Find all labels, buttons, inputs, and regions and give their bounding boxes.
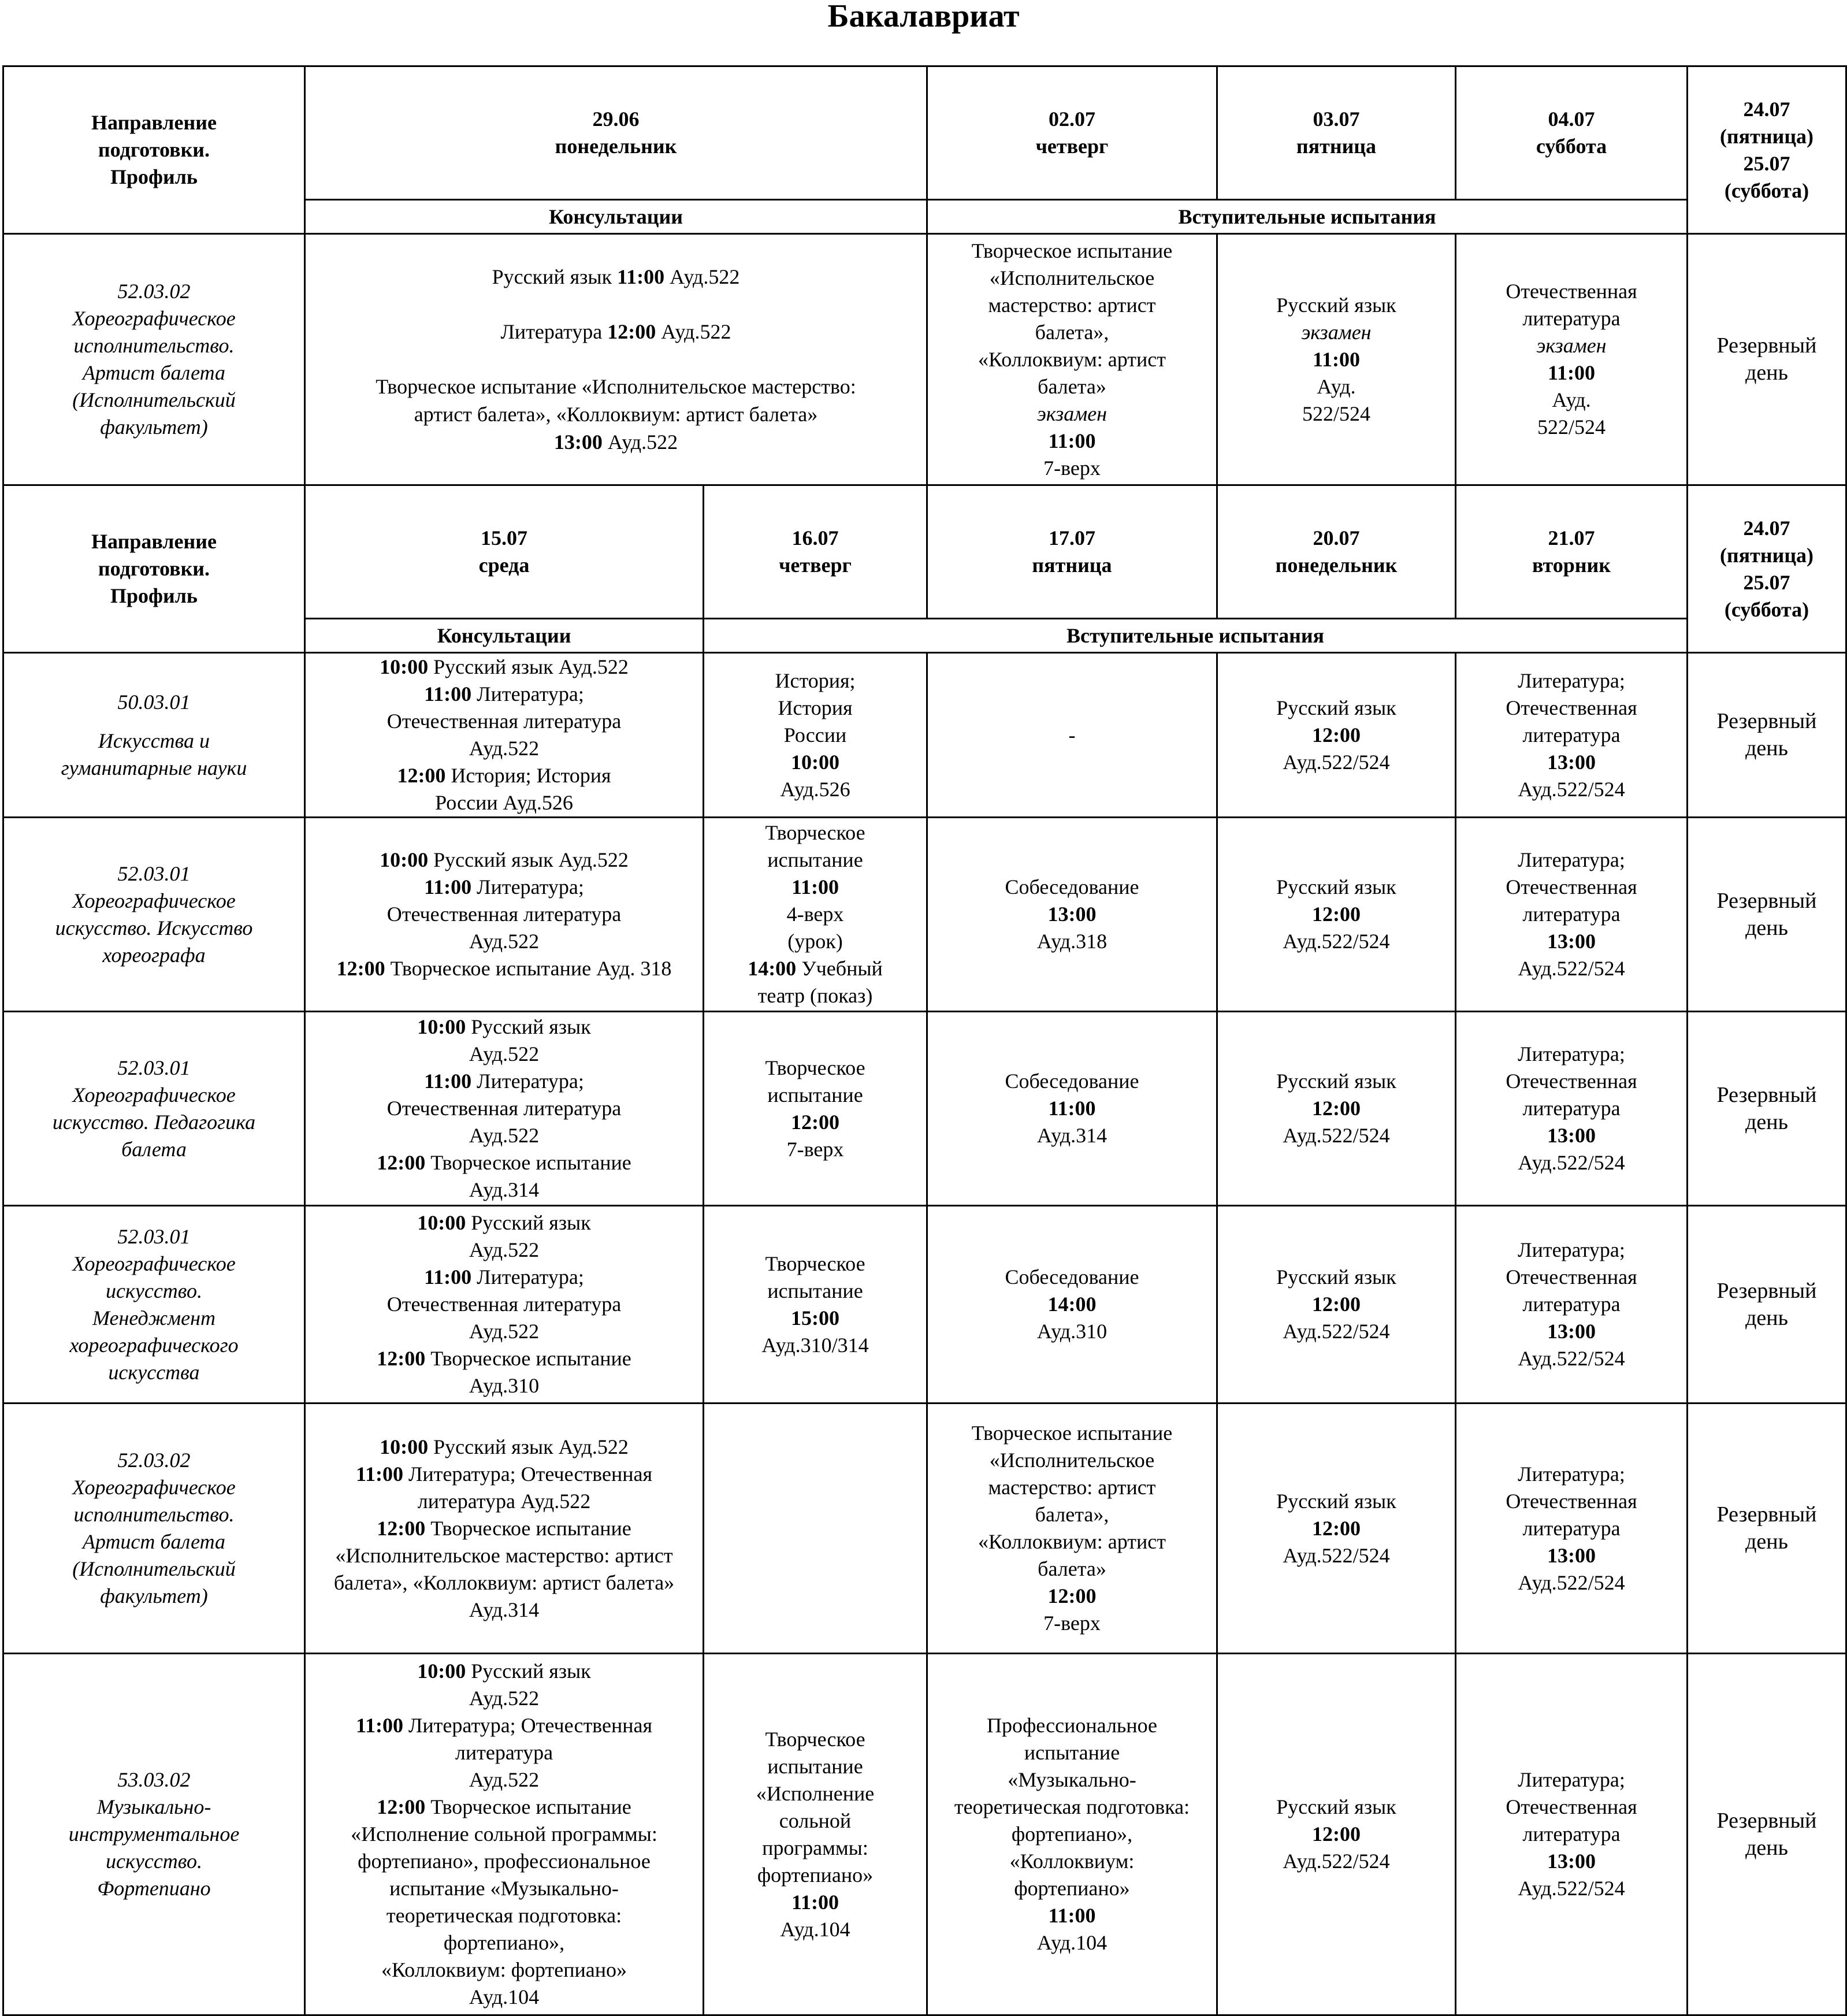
exam-cell: Творческое испытание 15:00 Ауд.310/314 <box>704 1206 927 1404</box>
date-header: 15.07 среда <box>305 485 704 619</box>
date-header: 03.07 пятница <box>1217 66 1456 200</box>
column-header-program: Направление подготовки. Профиль <box>3 485 305 653</box>
exam-cell: Собеседование 14:00 Ауд.310 <box>927 1206 1217 1404</box>
program-cell: 52.03.02 Хореографическое исполнительство. Артист балета (Исполнительский факультет) <box>3 1404 305 1654</box>
reserve-cell: Резервный день <box>1688 1404 1846 1654</box>
date-header: 17.07 пятница <box>927 485 1217 619</box>
reserve-cell: Резервный день <box>1688 1654 1846 2015</box>
reserve-cell: Резервный день <box>1688 1206 1846 1404</box>
reserve-cell: Резервный день <box>1688 234 1846 485</box>
exam-cell: Русский язык 12:00 Ауд.522/524 <box>1217 653 1456 818</box>
program-cell: 53.03.02 Музыкально- инструментальное искусство. Фортепиано <box>3 1654 305 2015</box>
reserve-cell: Резервный день <box>1688 1012 1846 1206</box>
exam-cell: Литература; Отечественная литература 13:00 Ауд.522/524 <box>1456 1654 1688 2015</box>
date-header: 29.06 понедельник <box>305 66 927 200</box>
schedule-table-2 <box>2 484 1847 2016</box>
date-header: 04.07 суббота <box>1456 66 1688 200</box>
program-cell: 52.03.01 Хореографическое искусство. Искусство хореографа <box>3 818 305 1012</box>
exam-cell: Творческое испытание «Исполнительское мастерство: артист балета», «Коллоквиум: артист балета» 12:00 7-верх <box>927 1404 1217 1654</box>
exam-cell: Русский язык 12:00 Ауд.522/524 <box>1217 1404 1456 1654</box>
exam-cell: Русский язык 12:00 Ауд.522/524 <box>1217 818 1456 1012</box>
page-title: Бакалавриат <box>827 0 1020 34</box>
consultation-cell: 10:00 Русский язык Ауд.522 11:00 Литература; Отечественная литература Ауд.522 12:00 Творческое испытание Ауд.310 <box>305 1206 704 1404</box>
exam-cell: - <box>927 653 1217 818</box>
program-cell: 52.03.02 Хореографическое исполнительство. Артист балета (Исполнительский факультет) <box>3 234 305 485</box>
exam-cell: Русский язык 12:00 Ауд.522/524 <box>1217 1012 1456 1206</box>
table-row <box>3 234 1846 485</box>
band-consultations: Консультации <box>305 619 704 653</box>
exam-cell: Собеседование 11:00 Ауд.314 <box>927 1012 1217 1206</box>
t2-header-row <box>3 485 1846 619</box>
exam-cell: Литература; Отечественная литература 13:00 Ауд.522/524 <box>1456 1012 1688 1206</box>
exam-cell: Творческое испытание 12:00 7-верх <box>704 1012 927 1206</box>
exam-cell-empty <box>704 1404 927 1654</box>
exam-cell: Литература; Отечественная литература 13:00 Ауд.522/524 <box>1456 1206 1688 1404</box>
exam-cell: Собеседование 13:00 Ауд.318 <box>927 818 1217 1012</box>
date-header: 20.07 понедельник <box>1217 485 1456 619</box>
date-header: 21.07 вторник <box>1456 485 1688 619</box>
consultation-cell: 10:00 Русский язык Ауд.522 11:00 Литература; Отечественная литература Ауд.522 12:00 История; История России Ауд.526 <box>305 653 704 818</box>
exam-cell: Творческое испытание «Исполнительское мастерство: артист балета», «Коллоквиум: артист балета» экзамен 11:00 7-верх <box>927 234 1217 485</box>
consultation-cell: 10:00 Русский язык Ауд.522 11:00 Литература; Отечественная литература Ауд.522 12:00 Творческое испытание Ауд. 318 <box>305 818 704 1012</box>
exam-cell: Русский язык 12:00 Ауд.522/524 <box>1217 1206 1456 1404</box>
table-row <box>3 1404 1846 1654</box>
date-header-reserve: 24.07 (пятница) 25.07 (суббота) <box>1688 66 1846 234</box>
consultation-cell: Русский язык 11:00 Ауд.522 Литература 12:00 Ауд.522 Творческое испытание «Исполнительское мастерство: артист балета», «Коллоквиум: артист балета» 13:00 Ауд.522 <box>305 234 927 485</box>
date-header-reserve: 24.07 (пятница) 25.07 (суббота) <box>1688 485 1846 653</box>
reserve-cell: Резервный день <box>1688 818 1846 1012</box>
exam-cell: Творческое испытание «Исполнение сольной программы: фортепиано» 11:00 Ауд.104 <box>704 1654 927 2015</box>
program-cell: 52.03.01 Хореографическое искусство. Педагогика балета <box>3 1012 305 1206</box>
table-row <box>3 1206 1846 1404</box>
schedule-table-1 <box>2 65 1847 486</box>
table-row <box>3 1654 1846 2015</box>
exam-cell: Литература; Отечественная литература 13:00 Ауд.522/524 <box>1456 653 1688 818</box>
exam-cell: Русский язык 12:00 Ауд.522/524 <box>1217 1654 1456 2015</box>
reserve-cell: Резервный день <box>1688 653 1846 818</box>
exam-cell: Русский язык экзамен 11:00 Ауд. 522/524 <box>1217 234 1456 485</box>
program-cell: 50.03.01 Искусства и гуманитарные науки <box>3 653 305 818</box>
band-exams: Вступительные испытания <box>704 619 1688 653</box>
consultation-cell: 10:00 Русский язык Ауд.522 11:00 Литература; Отечественная литература Ауд.522 12:00 Творческое испытание «Исполнительское мастерство: артист балета», «Коллоквиум: артист балета» Ауд.314 <box>305 1404 704 1654</box>
table-row <box>3 818 1846 1012</box>
table-row <box>3 1012 1846 1206</box>
exam-cell: История; История России 10:00 Ауд.526 <box>704 653 927 818</box>
exam-cell: Литература; Отечественная литература 13:00 Ауд.522/524 <box>1456 1404 1688 1654</box>
table-row <box>3 653 1846 818</box>
consultation-cell: 10:00 Русский язык Ауд.522 11:00 Литература; Отечественная литература Ауд.522 12:00 Творческое испытание Ауд.314 <box>305 1012 704 1206</box>
date-header: 02.07 четверг <box>927 66 1217 200</box>
band-exams: Вступительные испытания <box>927 200 1688 234</box>
band-consultations: Консультации <box>305 200 927 234</box>
date-header: 16.07 четверг <box>704 485 927 619</box>
t1-header-row <box>3 66 1846 200</box>
program-cell: 52.03.01 Хореографическое искусство. Менеджмент хореографического искусства <box>3 1206 305 1404</box>
consultation-cell: 10:00 Русский язык Ауд.522 11:00 Литература; Отечественная литература Ауд.522 12:00 Творческое испытание «Исполнение сольной программы: фортепиано», профессиональное испытание «Музыкально- теоретическая подготовка: фортепиано», «Коллоквиум: фортепиано» Ауд.104 <box>305 1654 704 2015</box>
exam-cell: Творческое испытание 11:00 4-верх (урок) 14:00 Учебный театр (показ) <box>704 818 927 1012</box>
column-header-program: Направление подготовки. Профиль <box>3 66 305 234</box>
exam-cell: Отечественная литература экзамен 11:00 Ауд. 522/524 <box>1456 234 1688 485</box>
exam-cell: Литература; Отечественная литература 13:00 Ауд.522/524 <box>1456 818 1688 1012</box>
exam-cell: Профессиональное испытание «Музыкально- теоретическая подготовка: фортепиано», «Коллоквиум: фортепиано» 11:00 Ауд.104 <box>927 1654 1217 2015</box>
